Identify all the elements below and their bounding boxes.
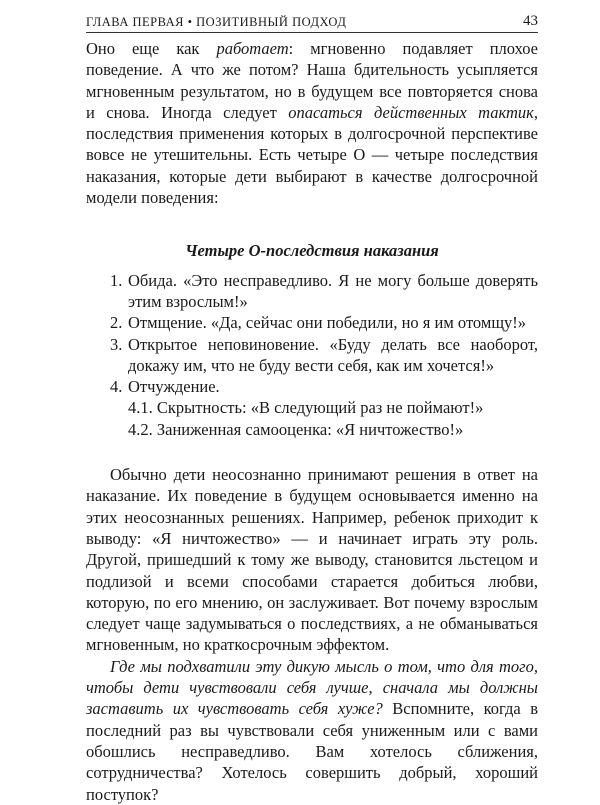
chapter-title: ГЛАВА ПЕРВАЯ • ПОЗИТИВНЫЙ ПОДХОД [86, 15, 347, 29]
header-divider [86, 32, 538, 33]
sublist-item: 4.2. Заниженная самооценка: «Я ничтожество!» [128, 419, 464, 439]
italic-emphasis: работает [216, 39, 289, 58]
list-number: 2. [110, 313, 123, 333]
list-text: Открытое неповиновение. «Буду делать все наоборот, докажу им, что не буду вести себя, как им хочется!» [128, 334, 538, 375]
consequences-list [86, 270, 538, 398]
sublist-item: 4.1. Скрытность: «В следующий раз не поймают!» [128, 398, 484, 418]
text-span: , последствия применения которых в долгосрочной перспективе вовсе не утешительны. Есть четыре О — четыре последствия наказания, которые дети выбирают в качестве долгосрочной модели поведения: [86, 102, 538, 208]
list-item [86, 334, 538, 377]
text-span: Оно еще как [86, 39, 217, 58]
page-body [86, 38, 538, 805]
paragraph-question [86, 656, 538, 805]
list-number: 1. [110, 270, 123, 290]
text-span: : мгновенно подавляет плохое поведение. А что же потом? Наша бдительность усыпляется мгновенным результатом, но в будущем все повторяется снова и снова. Иногда следует [86, 39, 538, 122]
paragraph-intro [86, 38, 538, 208]
list-text: Отчуждение. [128, 377, 220, 397]
list-item [86, 270, 538, 313]
paragraph-decisions: Обычно дети неосознанно принимают решения в ответ на наказание. Их поведение в будущем основывается именно на этих неосознанных решениях. Например, ребенок приходит к выводу: «Я ничтожество» — и начинает играть эту роль. Другой, пришедший к тому же выводу, становится льстецом и подлизой и всеми способами старается добиться любви, которую, по его мнению, он заслуживает. Вот почему взрослым следует чаще задумываться о последствиях, а не обманываться мгновенным, но краткосрочным эффектом. [86, 465, 538, 655]
italic-emphasis: опасаться действенных тактик [288, 102, 534, 122]
list-item [86, 312, 538, 333]
italic-emphasis: Где мы подхватили эту дикую мысль о том, что для того, чтобы дети чувствовали себя лучше, сначала мы должны заставить их чувствовать себя хуже? [86, 656, 538, 719]
list-number: 3. [110, 334, 123, 354]
list-item [86, 376, 538, 397]
text-span: Вспомните, когда в последний раз вы чувствовали себя униженным или с вами обошлись несправедливо. Вам хотелось сближения, сотрудничества? Хотелось совершить добрый, хороший поступок? [86, 699, 539, 804]
list-text: Обида. «Это несправедливо. Я не могу больше доверять этим взрослым!» [128, 270, 538, 311]
section-heading: Четыре О-последствия наказания [185, 241, 439, 261]
running-header [86, 8, 538, 30]
list-number: 4. [110, 377, 123, 397]
list-text: Отмщение. «Да, сейчас они победили, но я им отомщу!» [128, 313, 527, 333]
spacer [86, 440, 538, 464]
page-number: 43 [523, 13, 538, 29]
